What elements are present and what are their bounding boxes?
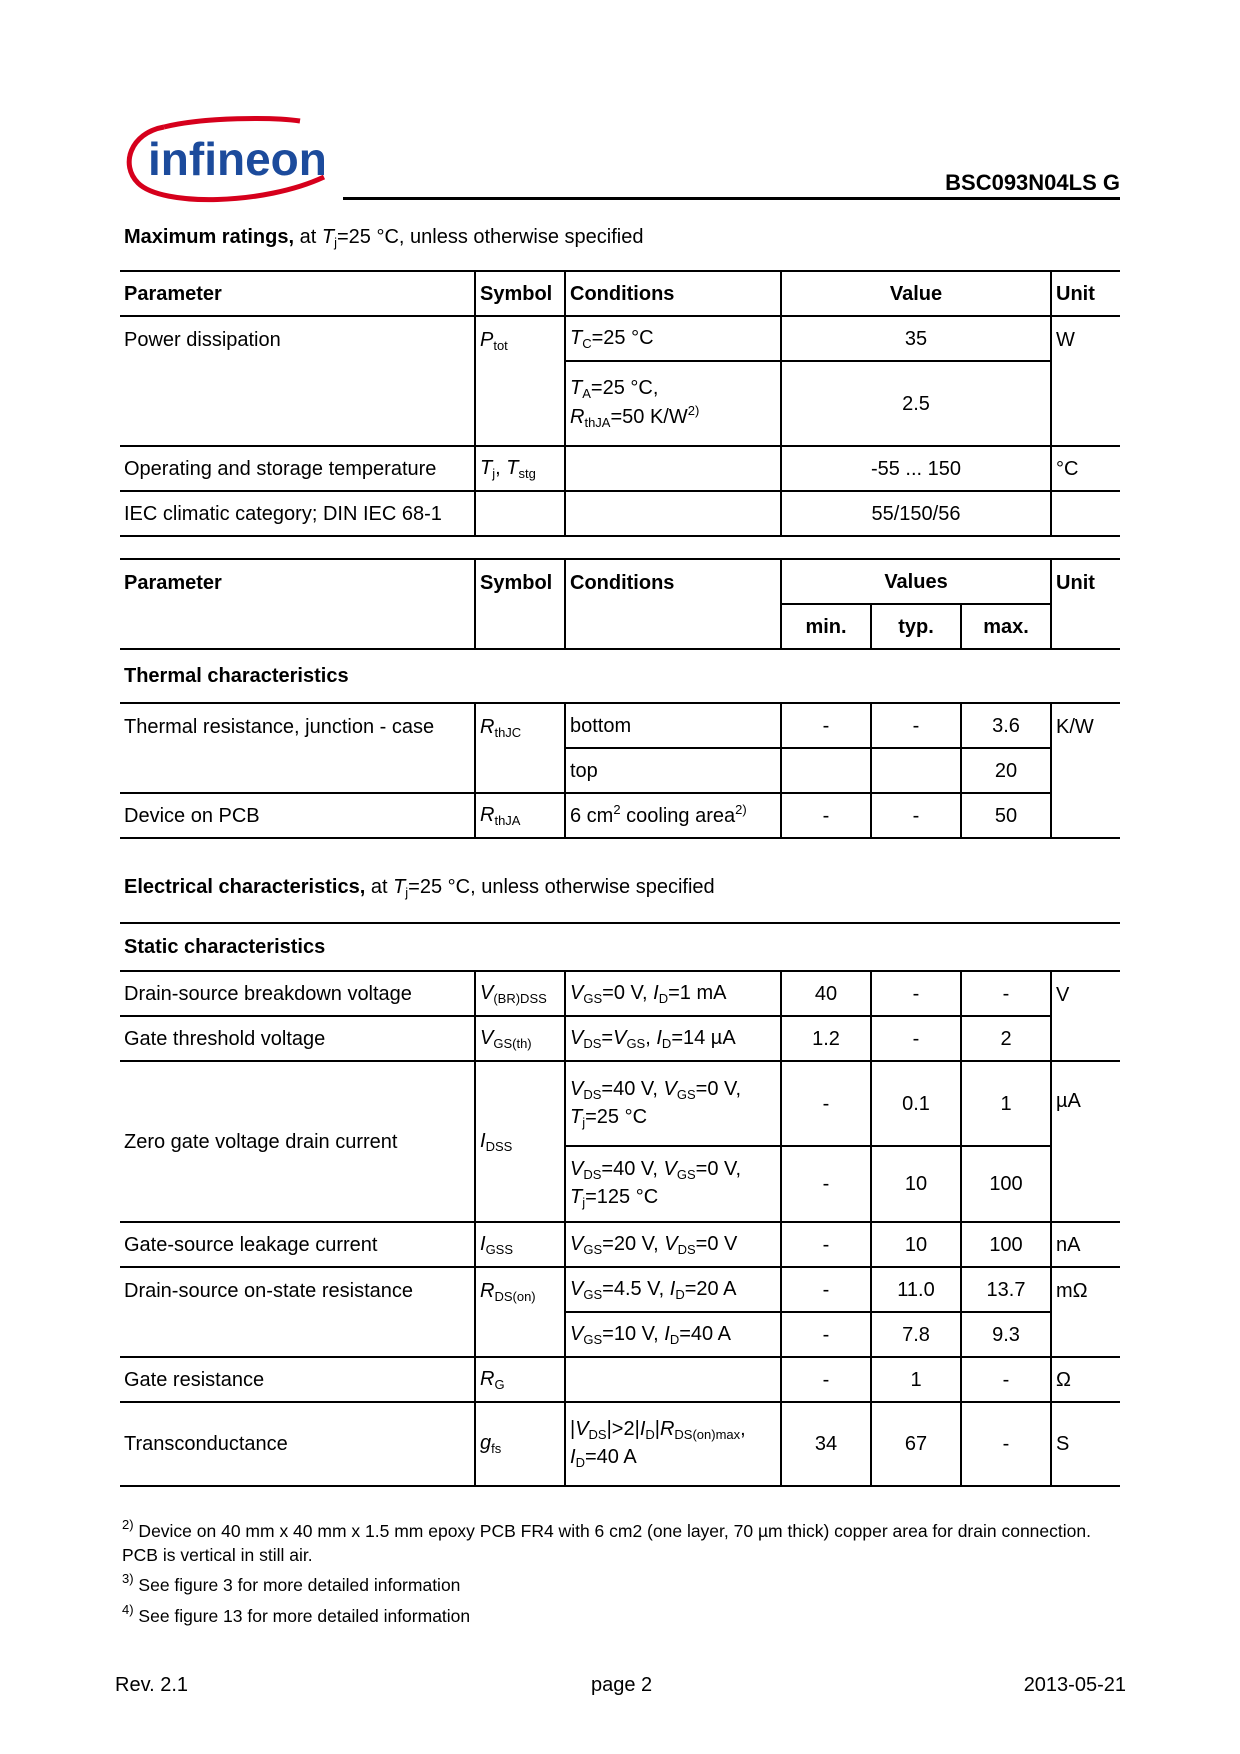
cond-var: I [570,1446,576,1468]
col-conditions: Conditions [565,559,781,649]
electrical-var: T [393,876,406,898]
typ-cell: - [871,703,961,748]
typ-cell: 7.8 [871,1312,961,1357]
static-section-title: Static characteristics [120,923,1120,971]
table-row [120,793,1120,838]
min-cell: - [781,1222,871,1267]
part-number: BSC093N04LS G [945,170,1120,195]
unit-cell: nA [1051,1222,1120,1267]
sym-sub: (BR)DSS [493,990,547,1006]
cond-val: =0 V [695,1232,738,1255]
cond-var: T [570,377,583,400]
sym: g [480,1432,492,1455]
param-cell: IEC climatic category; DIN IEC 68-1 [120,491,475,536]
condition-cell [565,1146,781,1222]
cond-var: V [570,1232,584,1255]
thermal-section-title: Thermal characteristics [120,649,1120,703]
unit-cell [1051,491,1120,536]
cond-sup: 2 [613,802,621,817]
max-cell: - [961,1402,1051,1486]
symbol-cell [475,491,565,536]
sym: T [480,456,493,479]
max-cell: 2 [961,1016,1051,1061]
footnote-mark: 3) [122,1571,134,1587]
max-ratings-title-bold: Maximum ratings, [124,226,295,248]
section-row [120,923,1120,971]
max-cell: - [961,971,1051,1016]
cond-val: | [654,1418,660,1441]
symbol-cell [475,316,565,446]
footnotes [122,1516,1112,1632]
max-cell: 3.6 [961,703,1051,748]
symbol-cell [475,793,565,838]
sym-sub: GS(th) [493,1035,532,1051]
max-cell: 20 [961,748,1051,793]
col-max: max. [961,604,1051,649]
condition-cell [565,1267,781,1312]
infineon-logo [124,115,339,207]
max-cell: 13.7 [961,1267,1051,1312]
footer-date: 2013-05-21 [1023,1674,1126,1696]
typ-cell: 67 [871,1402,961,1486]
unit-cell: W [1051,316,1120,446]
unit-cell: V [1051,971,1120,1061]
value-cell: 55/150/56 [781,491,1051,536]
sym-sep: , [495,456,507,479]
cond-sub: DS [583,1167,602,1183]
footnote-text: Device on 40 mm x 40 mm x 1.5 mm epoxy PCB FR4 with 6 cm2 (one layer, 70 µm thick) copper area for drain connection. PCB is vertical in still air. [122,1521,1091,1565]
footer-revision: Rev. 2.1 [115,1674,188,1696]
electrical-at: at [365,876,394,898]
cond-val: =125 °C [585,1186,659,1208]
footer-page: page 2 [591,1674,653,1696]
min-cell: - [781,703,871,748]
unit-text: µA [1056,1090,1081,1112]
typ-cell [871,748,961,793]
cond-val: =50 K/W [610,406,688,428]
condition-cell [565,1222,781,1267]
col-min: min. [781,604,871,649]
cond-var: I [669,1277,676,1300]
table-row [120,1357,1120,1402]
cond-val: | [570,1418,576,1441]
symbol-cell [475,1222,565,1267]
cond-sub: j [582,1114,586,1130]
max-cell: 50 [961,793,1051,838]
static-table [120,922,1120,1487]
cond-val: =25 °C [591,326,654,349]
unit-cell: °C [1051,446,1120,491]
cond-val: =40 V, [601,1158,664,1181]
typ-cell: 10 [871,1146,961,1222]
cond-var: V [575,1418,589,1441]
footnote-ref: 2) [735,802,747,817]
col-parameter: Parameter [120,559,475,649]
cond-sub: C [582,335,592,351]
param-cell: Drain-source on-state resistance [120,1267,475,1357]
electrical-sub: j [405,885,409,900]
param-cell: Operating and storage temperature [120,446,475,491]
typ-cell: - [871,793,961,838]
footnote-ref: 2) [687,403,700,418]
col-symbol: Symbol [475,271,565,316]
table-row [120,446,1120,491]
sym-sub: GSS [485,1241,514,1257]
cond-sub: DS [677,1241,696,1257]
cond-sub: GS [583,990,603,1006]
unit-cell: Ω [1051,1357,1120,1402]
cond-var: T [570,326,583,349]
cond-sub: D [675,1286,685,1302]
param-cell: Gate resistance [120,1357,475,1402]
sym: R [480,716,495,738]
logo-graphic [124,115,339,207]
cond-sub: GS [676,1167,696,1183]
sym-sub: G [494,1376,505,1392]
cond-val: =10 V, [602,1322,665,1345]
cond-sub: D [669,1331,680,1347]
cond-var: T [570,1186,583,1208]
unit-cell: S [1051,1402,1120,1486]
cond-val: =4.5 V, [602,1277,670,1300]
table-row [120,1222,1120,1267]
cond-val: |>2| [606,1418,640,1441]
cond-sub: thJA [584,415,611,430]
cond-sub: D [575,1455,585,1470]
max-ratings-table [120,270,1120,537]
condition-cell [565,316,781,361]
sym: R [480,803,495,826]
cond-text: cooling area [620,805,736,827]
cond-val: =25 °C, [590,377,659,400]
typ-cell: 10 [871,1222,961,1267]
footnote-mark: 4) [122,1601,134,1617]
cond-sub: j [582,1195,586,1210]
condition-cell [565,446,781,491]
max-ratings-title [124,226,643,250]
cond-val: =0 V, [602,981,654,1004]
typ-cell: 11.0 [871,1267,961,1312]
param-cell: Thermal resistance, junction - case [120,703,475,793]
cond-var: V [570,1277,584,1300]
min-cell: - [781,1061,871,1146]
logo-swoosh-upper [164,119,300,127]
condition-cell [565,491,781,536]
max-ratings-sub: j [334,235,337,250]
min-cell: 34 [781,1402,871,1486]
param-cell: Device on PCB [120,793,475,838]
symbol-cell [475,446,565,491]
cond-var: I [653,981,659,1004]
sym-sub: fs [491,1441,502,1457]
footnote [122,1570,1112,1598]
table-row [120,1016,1120,1061]
symbol-cell [475,971,565,1016]
header-rule [343,197,1120,200]
max-ratings-header-row [120,271,1120,316]
min-cell: - [781,1312,871,1357]
characteristics-header-row [120,559,1120,604]
sym-sub: stg [518,465,536,481]
condition-cell [565,1016,781,1061]
symbol-cell [475,1061,565,1222]
cond-var: V [570,1322,584,1345]
param-cell: Power dissipation [120,316,475,446]
cond-sub: DS [588,1427,607,1443]
cond-val: =1 mA [668,981,727,1004]
cond-val: =20 V, [602,1232,665,1255]
thermal-table [120,558,1120,839]
condition-cell: top [565,748,781,793]
max-ratings-title-rest: unless otherwise specified [404,226,644,248]
value-cell: 2.5 [781,361,1051,446]
symbol-cell [475,1402,565,1486]
col-unit: Unit [1051,559,1120,649]
cond-val: = [601,1026,614,1049]
param-cell: Transconductance [120,1402,475,1486]
min-cell: 40 [781,971,871,1016]
value-cell: 35 [781,316,1051,361]
condition-cell [565,1357,781,1402]
min-cell [781,748,871,793]
cond-sub: DS [583,1035,602,1051]
typ-cell: 0.1 [871,1061,961,1146]
typ-cell: - [871,1016,961,1061]
cond-sub: D [645,1427,655,1443]
sym: I [480,1232,486,1255]
condition-cell [565,1061,781,1146]
cond-var: V [570,1077,584,1100]
cond-var: V [613,1026,627,1049]
sym: R [480,1280,495,1302]
col-unit: Unit [1051,271,1120,316]
cond-sub: GS [583,1286,603,1302]
cond-val: =40 A [679,1322,731,1345]
cond-val: , [645,1026,657,1049]
max-cell: - [961,1357,1051,1402]
max-ratings-var: T [321,226,335,248]
electrical-title [124,876,715,900]
typ-cell: - [871,971,961,1016]
cond-var: V [664,1232,678,1255]
cond-sub: GS [583,1241,603,1257]
cond-var: V [570,981,584,1004]
footnote [122,1516,1112,1567]
cond-var: V [663,1077,677,1100]
electrical-title-bold: Electrical characteristics, [124,876,366,898]
cond-sub: D [658,990,669,1006]
sym-sub: j [492,465,496,481]
max-cell: 100 [961,1222,1051,1267]
sym-sub: DS(on) [494,1289,536,1304]
condition-cell [565,1402,781,1486]
cond-val: =14 µA [671,1026,736,1049]
footnote-mark: 2) [122,1517,134,1532]
sym: T [506,456,519,479]
table-row [120,1402,1120,1486]
condition-cell: bottom [565,703,781,748]
logo-text: infineon [148,133,327,185]
cond-sub: GS [583,1331,603,1347]
cond-val: =40 V, [601,1077,664,1100]
cond-sub: DS [583,1086,602,1102]
col-values: Values [781,559,1051,604]
footnote [122,1601,1112,1629]
sym-sub: thJC [494,725,522,740]
cond-var: R [570,406,585,428]
section-row [120,649,1120,703]
min-cell: - [781,793,871,838]
max-cell: 100 [961,1146,1051,1222]
condition-cell [565,793,781,838]
table-row [120,1061,1120,1146]
cond-var: T [570,1105,583,1128]
cond-var: I [664,1322,670,1345]
sym-sub: DSS [485,1138,513,1154]
cond-text: 6 cm [570,805,614,827]
col-conditions: Conditions [565,271,781,316]
symbol-cell [475,1357,565,1402]
typ-cell: 1 [871,1357,961,1402]
condition-cell [565,1312,781,1357]
cond-var: V [570,1158,584,1181]
param-cell: Gate-source leakage current [120,1222,475,1267]
sym: I [480,1129,486,1152]
cond-val: =0 V, [695,1077,742,1100]
value-cell: -55 ... 150 [781,446,1051,491]
cond-var: I [656,1026,662,1049]
cond-val: =20 A [684,1277,737,1300]
max-cell: 1 [961,1061,1051,1146]
cond-sub: GS [626,1035,646,1051]
cond-val: =25 °C [585,1105,648,1128]
table-row [120,703,1120,748]
param-cell: Zero gate voltage drain current [120,1061,475,1222]
sym-sub: thJA [494,812,521,828]
unit-cell: K/W [1051,703,1120,838]
footnote-text: See figure 13 for more detailed information [133,1605,471,1626]
unit-cell [1051,1061,1120,1222]
col-typ: typ. [871,604,961,649]
min-cell: - [781,1267,871,1312]
min-cell: - [781,1146,871,1222]
cond-var: R [659,1418,675,1441]
col-symbol: Symbol [475,559,565,649]
table-row [120,971,1120,1016]
sym: R [480,1367,495,1390]
cond-val: , [740,1418,746,1441]
cond-val: =0 V, [695,1158,742,1181]
min-cell: 1.2 [781,1016,871,1061]
max-ratings-at: at [299,226,322,248]
cond-sub: DS(on)max [674,1427,741,1443]
symbol-cell [475,703,565,793]
sym-sub: tot [493,338,508,353]
cond-sub: GS [676,1086,696,1102]
cond-sub: A [582,386,591,402]
sym: P [480,329,494,351]
symbol-cell [475,1016,565,1061]
table-row [120,1267,1120,1312]
min-cell: - [781,1357,871,1402]
sym: V [480,981,494,1004]
table-row [120,316,1120,361]
footnote-text: See figure 3 for more detailed information [133,1575,461,1596]
unit-cell: mΩ [1051,1267,1120,1357]
col-parameter: Parameter [120,271,475,316]
electrical-title-rest: unless otherwise specified [475,876,715,898]
condition-cell [565,361,781,446]
symbol-cell [475,1267,565,1357]
col-value: Value [781,271,1051,316]
param-cell: Gate threshold voltage [120,1016,475,1061]
max-ratings-val: =25 °C, [336,226,405,248]
param-cell: Drain-source breakdown voltage [120,971,475,1016]
cond-sub: D [661,1035,672,1051]
cond-var: I [639,1418,646,1441]
max-cell: 9.3 [961,1312,1051,1357]
cond-var: V [663,1158,677,1181]
condition-cell [565,971,781,1016]
table-row [120,491,1120,536]
cond-var: V [570,1026,584,1049]
electrical-val: =25 °C, [408,876,476,898]
cond-val: =40 A [584,1446,637,1468]
sym: V [480,1026,494,1049]
